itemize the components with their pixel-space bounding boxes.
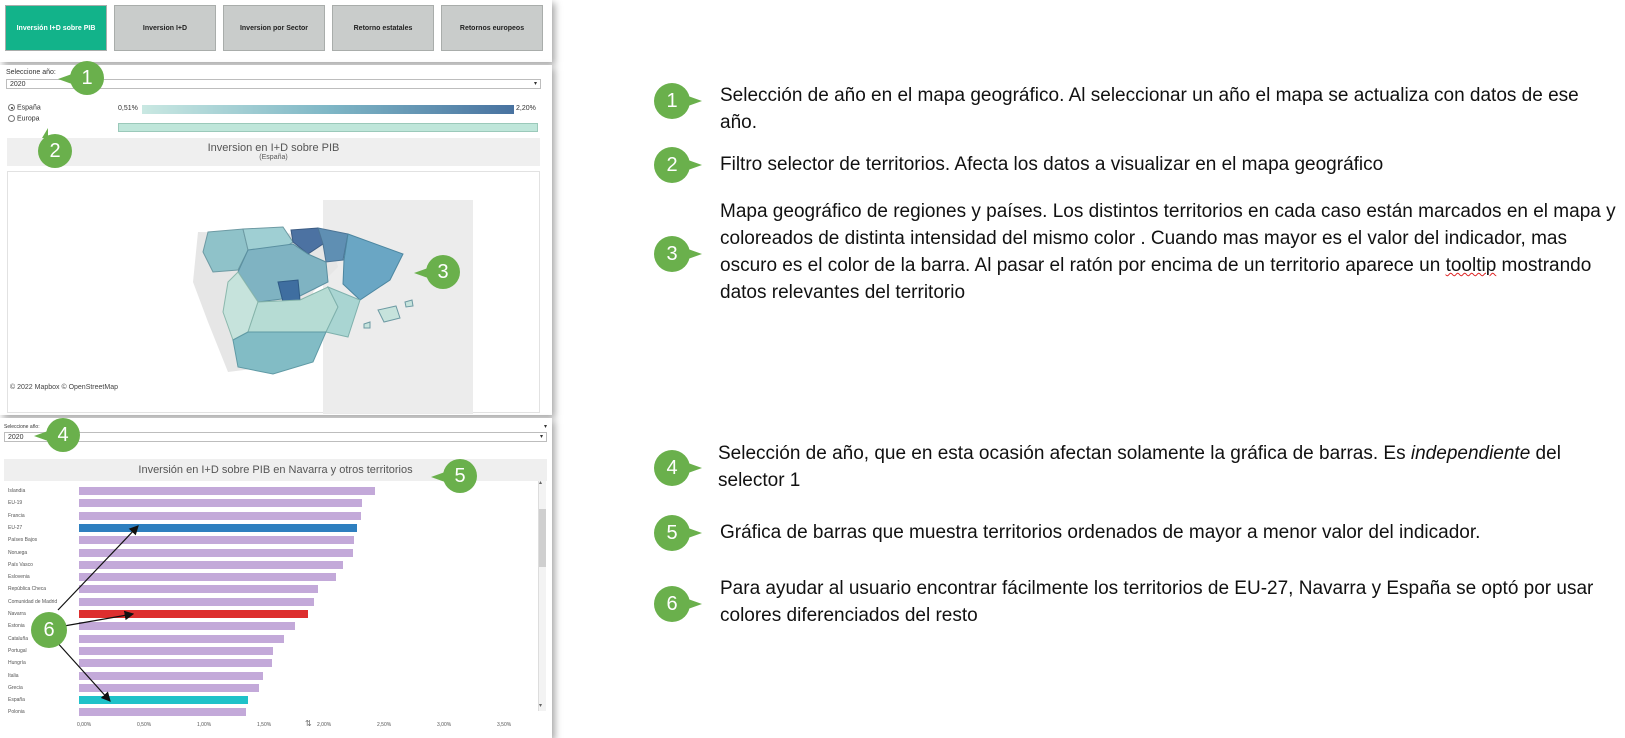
annotation-3-text	[720, 198, 1620, 306]
badge-number: 2	[666, 153, 678, 176]
annotation-3-part: Mapa geográfico de regiones y países. Los distintos territorios en cada caso están marcados en el mapa y coloreados de distinta intensidad del mismo color . Cuando mas mayor es el valor del indicador, mas oscuro es el color de la barra. Al pasar el ratón por encima de un territorio aparece un	[720, 201, 1616, 276]
bar-label: País Vasco	[8, 561, 33, 568]
legend-badge-1	[654, 83, 690, 119]
badge-number: 2	[49, 139, 61, 162]
bar-label: Eslovenia	[8, 574, 30, 581]
badge-2	[38, 134, 72, 168]
bar-label: Cataluña	[8, 635, 29, 642]
map-title: Inversion en I+D sobre PIB	[207, 142, 340, 154]
annotation-4-part: Selección de año, que en esta ocasión afectan solamente la gráfica de barras. Es	[718, 443, 1411, 464]
year-selector-label: Seleccione año:	[6, 69, 56, 76]
bar-label: Comunidad de Madrid	[8, 598, 58, 605]
annotation-6-text: Para ayudar al usuario encontrar fácilmente los territorios de EU-27, Navarra y España se optó por usar colores diferenciados del resto	[720, 578, 1594, 626]
badge-number: 4	[57, 423, 69, 446]
tab-retornos-europeos[interactable]: Retornos europeos	[441, 5, 543, 51]
annotation-5-text: Gráfica de barras que muestra territorios ordenados de mayor a menor valor del indicador.	[720, 522, 1481, 543]
bar-label: Grecia	[8, 684, 23, 691]
map-attribution: © 2022 Mapbox © OpenStreetMap	[10, 384, 118, 391]
bar-year-value: 2020	[8, 434, 24, 441]
map-year-value: 2020	[10, 81, 26, 88]
chevron-down-icon: ▾	[533, 81, 537, 87]
bar-label: España	[8, 697, 25, 704]
annotation-4-part: del selector 1	[718, 443, 1561, 491]
bar-label: Francia	[8, 512, 25, 519]
legend-badge-4	[654, 450, 690, 486]
bar-label: Islandia	[8, 488, 26, 494]
bar-chart-title: Inversión en I+D sobre PIB en Navarra y otros territorios	[4, 459, 547, 481]
x-tick-label: 0,00%	[77, 722, 92, 728]
territory-option-label: España	[17, 104, 41, 112]
x-tick-label: 1,00%	[197, 722, 212, 728]
annotation-arrows	[0, 0, 552, 738]
bar-label: Países Bajos	[8, 537, 38, 544]
badge-6	[31, 612, 67, 648]
chevron-down-icon[interactable]: ▾	[543, 424, 547, 430]
badge-number: 3	[437, 260, 449, 283]
annotation-3-part: mostrando datos relevantes del territorio	[720, 255, 1592, 303]
legend-badge-2	[654, 147, 690, 183]
badge-number: 5	[454, 464, 466, 487]
legend-max-label: 2,20%	[516, 105, 536, 112]
legend-badge-5	[654, 515, 690, 551]
badge-5	[443, 459, 477, 493]
badge-3	[426, 255, 460, 289]
annotation-3-tooltip-word: tooltip	[1445, 255, 1497, 276]
x-tick-label: 1,50%	[257, 722, 272, 728]
badge-number: 3	[666, 242, 678, 265]
bar-label: Navarra	[8, 611, 26, 617]
chevron-down-icon[interactable]: ▾	[539, 703, 543, 709]
tab-retorno-estatales[interactable]: Retorno estatales	[332, 5, 434, 51]
bar-label: Portugal	[8, 647, 27, 654]
map-subtitle: (España)	[259, 154, 288, 161]
badge-number: 5	[666, 521, 678, 544]
tab-inversion-id[interactable]: Inversion I+D	[114, 5, 216, 51]
badge-number: 1	[81, 66, 93, 89]
tab-inversion-por-sector[interactable]: Inversion por Sector	[223, 5, 325, 51]
bar-label: Estonia	[8, 623, 25, 630]
annotation-2-text: Filtro selector de territorios. Afecta los datos a visualizar en el mapa geográfico	[720, 154, 1384, 175]
x-tick-label: 2,50%	[377, 722, 392, 728]
annotation-1-text: Selección de año en el mapa geográfico. Al seleccionar un año el mapa se actualiza con datos de ese año.	[720, 85, 1579, 133]
badge-number: 1	[666, 89, 678, 112]
bar-label: EU-27	[8, 524, 23, 531]
badge-number: 4	[666, 456, 678, 479]
bar-year-label: Seleccione año:	[4, 424, 40, 430]
badge-1	[70, 61, 104, 95]
bar-label: República Checa	[8, 586, 47, 593]
x-tick-label: 3,00%	[437, 722, 452, 728]
legend-badge-6	[654, 586, 690, 622]
annotation-4-italic: independiente	[1410, 443, 1531, 464]
legend-min-label: 0,51%	[118, 105, 138, 112]
arrow-to-navarra	[64, 614, 133, 626]
bar-label: Hungría	[8, 660, 26, 667]
sort-icon[interactable]: ⇅	[305, 719, 312, 728]
bar-label: EU-19	[8, 500, 23, 507]
annotation-4-text	[718, 440, 1618, 494]
chevron-down-icon: ▾	[539, 434, 543, 440]
x-tick-label: 0,50%	[137, 722, 152, 728]
badge-number: 6	[666, 592, 678, 615]
x-tick-label: 3,50%	[497, 722, 512, 728]
x-tick-label: 2,00%	[317, 722, 332, 728]
legend-badge-3	[654, 236, 690, 272]
bar-label: Noruega	[8, 549, 28, 556]
bar-label: Polonia	[8, 709, 25, 716]
bar-label: Italia	[8, 672, 19, 679]
arrow-to-espana	[55, 640, 110, 701]
tab-inversion-id-sobre-pib[interactable]: Inversión I+D sobre PIB	[5, 5, 107, 51]
arrow-to-eu27	[58, 526, 138, 610]
badge-number: 6	[43, 618, 55, 641]
territory-option-label: Europa	[17, 115, 40, 123]
badge-4	[46, 418, 80, 452]
chevron-up-icon[interactable]: ▴	[539, 480, 543, 486]
